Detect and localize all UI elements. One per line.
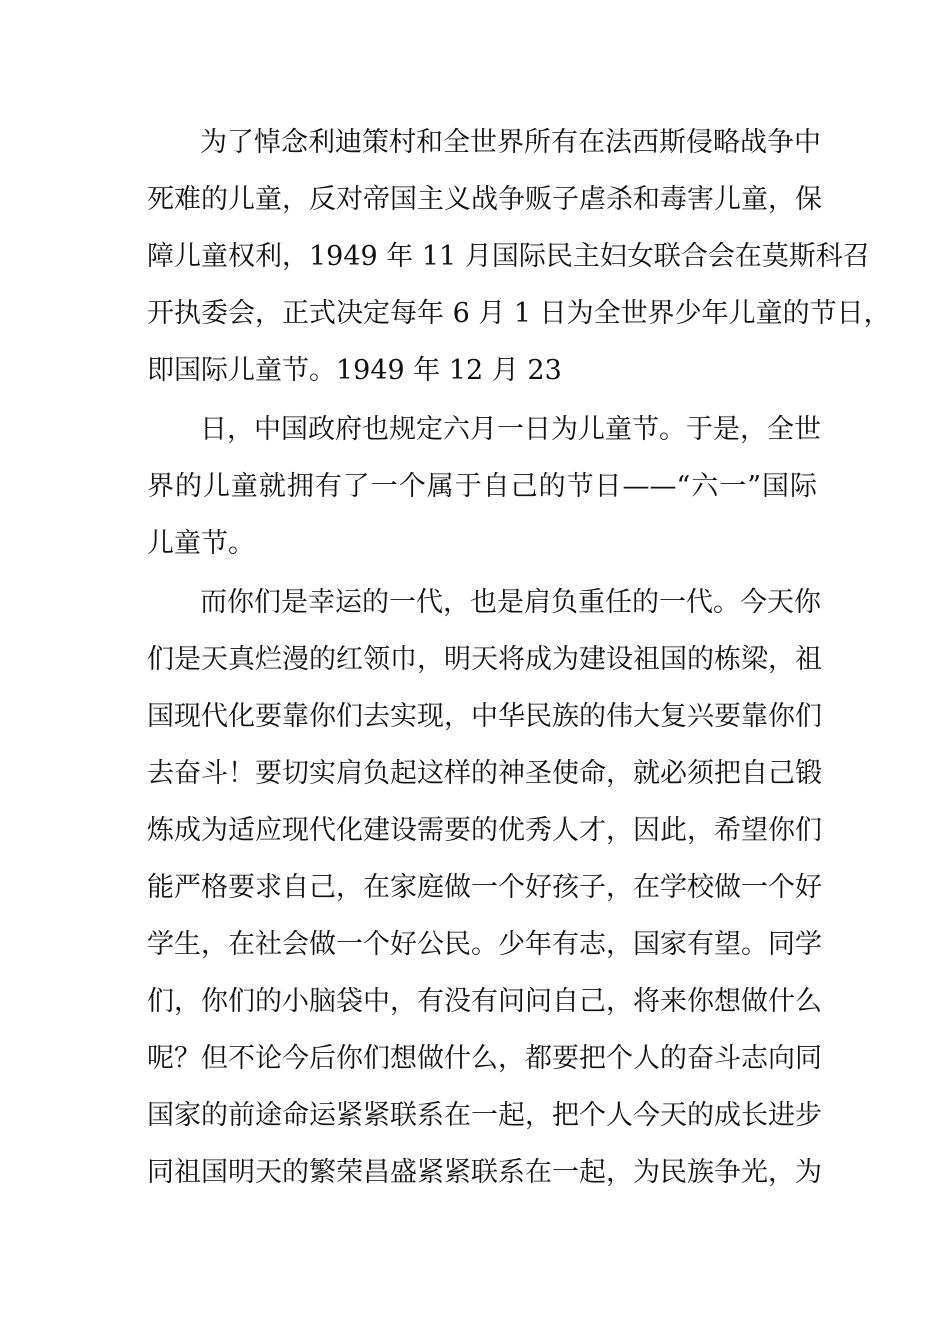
- paragraph-3-line-2: 们是天真烂漫的红领巾，明天将成为建设祖国的栋梁，祖: [147, 644, 822, 675]
- paragraph-1-line-1: 为了悼念利迪策村和全世界所有在法西斯侵略战争中: [200, 127, 821, 158]
- paragraph-2-line-2: 界的儿童就拥有了一个属于自己的节日——“六一”国际: [147, 471, 817, 502]
- paragraph-3-line-11: 同祖国明天的繁荣昌盛紧紧联系在一起，为民族争光，为: [147, 1157, 822, 1188]
- paragraph-3-line-1: 而你们是幸运的一代，也是肩负重任的一代。今天你: [200, 587, 821, 618]
- paragraph-1-line-3: 障儿童权利，1949 年 11 月国际民主妇女联合会在莫斯科召: [147, 241, 870, 272]
- paragraph-3-line-3: 国现代化要靠你们去实现，中华民族的伟大复兴要靠你们: [147, 701, 822, 732]
- paragraph-1-line-2: 死难的儿童，反对帝国主义战争贩子虐杀和毒害儿童，保: [147, 184, 822, 215]
- paragraph-1-line-5: 即国际儿童节。1949 年 12 月 23: [147, 355, 562, 386]
- paragraph-3-line-8: 们，你们的小脑袋中，有没有问问自己，将来你想做什么: [147, 986, 822, 1017]
- paragraph-2-line-1: 日，中国政府也规定六月一日为儿童节。于是，全世: [200, 414, 821, 445]
- paragraph-3-line-4: 去奋斗！要切实肩负起这样的神圣使命，就必须把自己锻: [147, 758, 822, 789]
- paragraph-2-line-3: 儿童节。: [147, 528, 255, 559]
- paragraph-1-line-4: 开执委会，正式决定每年 6 月 1 日为全世界少年儿童的节日，: [147, 298, 891, 329]
- paragraph-3-line-9: 呢？但不论今后你们想做什么，都要把个人的奋斗志向同: [147, 1043, 822, 1074]
- paragraph-3-line-5: 炼成为适应现代化建设需要的优秀人才，因此，希望你们: [147, 815, 822, 846]
- paragraph-3-line-10: 国家的前途命运紧紧联系在一起，把个人今天的成长进步: [147, 1100, 822, 1131]
- paragraph-3-line-7: 学生，在社会做一个好公民。少年有志，国家有望。同学: [147, 929, 822, 960]
- paragraph-3-line-6: 能严格要求自己，在家庭做一个好孩子，在学校做一个好: [147, 872, 822, 903]
